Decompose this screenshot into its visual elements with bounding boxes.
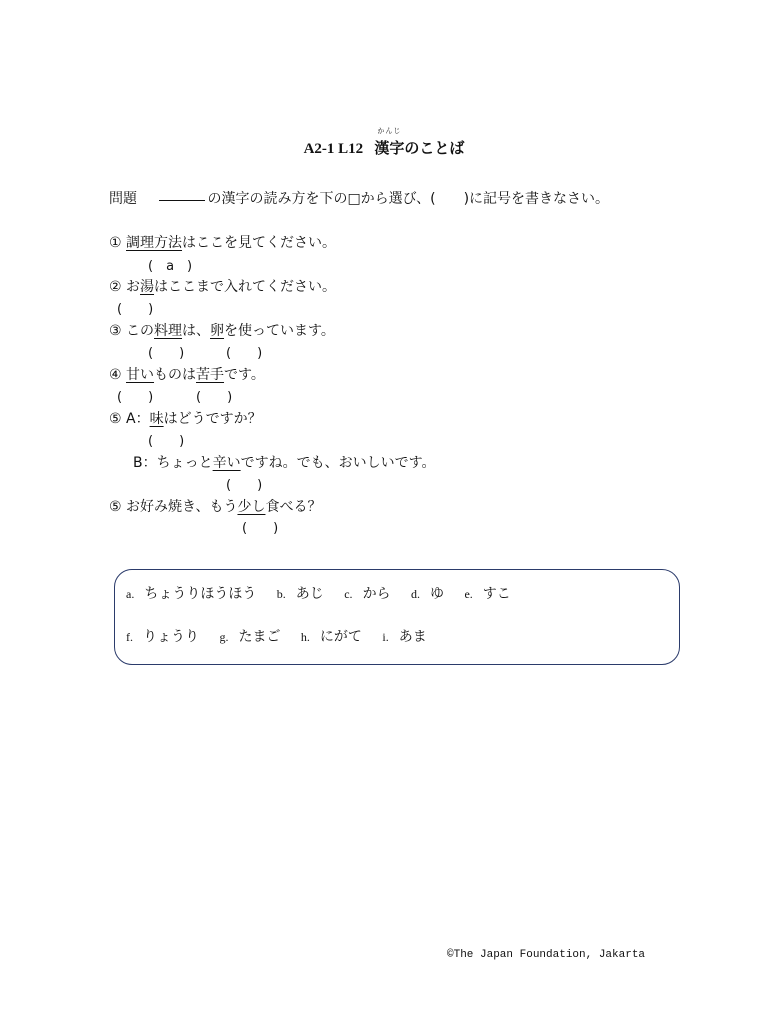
choice-label: c. [344, 587, 353, 601]
target-word: 卵 [210, 323, 225, 339]
title-ruby: かんじ [377, 127, 402, 135]
question-2 [109, 276, 336, 296]
instruction-blank [159, 199, 205, 201]
choice-label: i. [382, 630, 389, 644]
question-6 [109, 496, 321, 516]
answer-slot-3a[interactable]: ( ) [148, 346, 185, 361]
choice-label: g. [219, 630, 229, 644]
answer-slot-1[interactable]: ( a ) [148, 259, 193, 274]
choice-label: d. [411, 587, 421, 601]
question-5b [133, 452, 436, 472]
question-4 [109, 364, 265, 384]
target-word: 甘い [126, 367, 155, 383]
choices-row-1 [126, 583, 527, 603]
title-kanji [374, 127, 405, 158]
page-title [0, 127, 768, 158]
question-number: ⑤ [109, 411, 122, 427]
question-text: は、 [182, 323, 211, 339]
answer-slot-3b[interactable]: ( ) [226, 346, 263, 361]
lesson-code: A2-1 L12 [303, 141, 364, 157]
question-5a [109, 408, 262, 428]
choice-text: すこ [482, 586, 511, 602]
title-kanji-text: 漢字 [374, 139, 405, 157]
target-word: 料理 [154, 323, 183, 339]
instruction-line [109, 188, 609, 208]
question-number: ⑤ [109, 499, 122, 515]
target-word: 味 [149, 411, 164, 427]
choice-label: e. [464, 587, 473, 601]
answer-slot-4b[interactable]: ( ) [196, 390, 233, 405]
question-text: はここまで入れてください。 [154, 279, 337, 295]
question-number: ③ [109, 323, 122, 339]
title-rest: のことば [404, 139, 465, 157]
target-word: 湯 [140, 279, 155, 295]
question-number: ① [109, 235, 122, 251]
choice-text: から [362, 586, 391, 602]
question-text: お [126, 279, 141, 295]
choice-label: b. [276, 587, 286, 601]
question-1 [109, 232, 336, 252]
instruction-text: の漢字の読み方を下の□から選び、( )に記号を書きなさい。 [207, 191, 610, 207]
answer-slot-5b[interactable]: ( ) [226, 478, 263, 493]
answer-slot-6[interactable]: ( ) [242, 521, 279, 536]
target-word: 少し [237, 499, 266, 515]
answer-slot-5a[interactable]: ( ) [148, 434, 185, 449]
choice-text: ゆ [430, 586, 445, 602]
question-text: 食べる？ [265, 499, 322, 515]
choice-label: h. [300, 630, 310, 644]
question-text: はどうですか？ [163, 411, 262, 427]
question-text: ものは [154, 367, 197, 383]
question-text: ですね。でも、おいしいです。 [240, 455, 436, 471]
speaker-label: B：ちょっと [133, 455, 213, 471]
question-number: ④ [109, 367, 122, 383]
question-3 [109, 320, 335, 340]
question-text: です。 [224, 367, 265, 383]
choice-label: f. [126, 630, 133, 644]
target-word: 調理方法 [126, 235, 183, 251]
copyright-footer: ©The Japan Foundation, Jakarta [447, 949, 646, 961]
target-word: 辛い [212, 455, 241, 471]
answer-slot-4a[interactable]: ( ) [117, 390, 154, 405]
target-word: 苦手 [196, 367, 225, 383]
question-text: を使っています。 [224, 323, 335, 339]
choice-text: ちょうりほうほう [144, 586, 257, 602]
question-text: お好み焼き、もう [126, 499, 238, 515]
choice-label: a. [126, 587, 135, 601]
choice-text: にがて [319, 629, 362, 645]
choice-text: あま [398, 629, 427, 645]
instruction-label: 問題 [109, 191, 137, 207]
question-text: はここを見てください。 [182, 235, 337, 251]
choice-text: たまご [238, 629, 281, 645]
answer-slot-2[interactable]: ( ) [117, 302, 154, 317]
question-text: この [126, 323, 155, 339]
choice-text: あじ [295, 586, 324, 602]
choices-row-2 [126, 626, 443, 646]
question-number: ② [109, 279, 122, 295]
speaker-label: A： [126, 411, 150, 427]
choice-text: りょうり [143, 629, 199, 645]
